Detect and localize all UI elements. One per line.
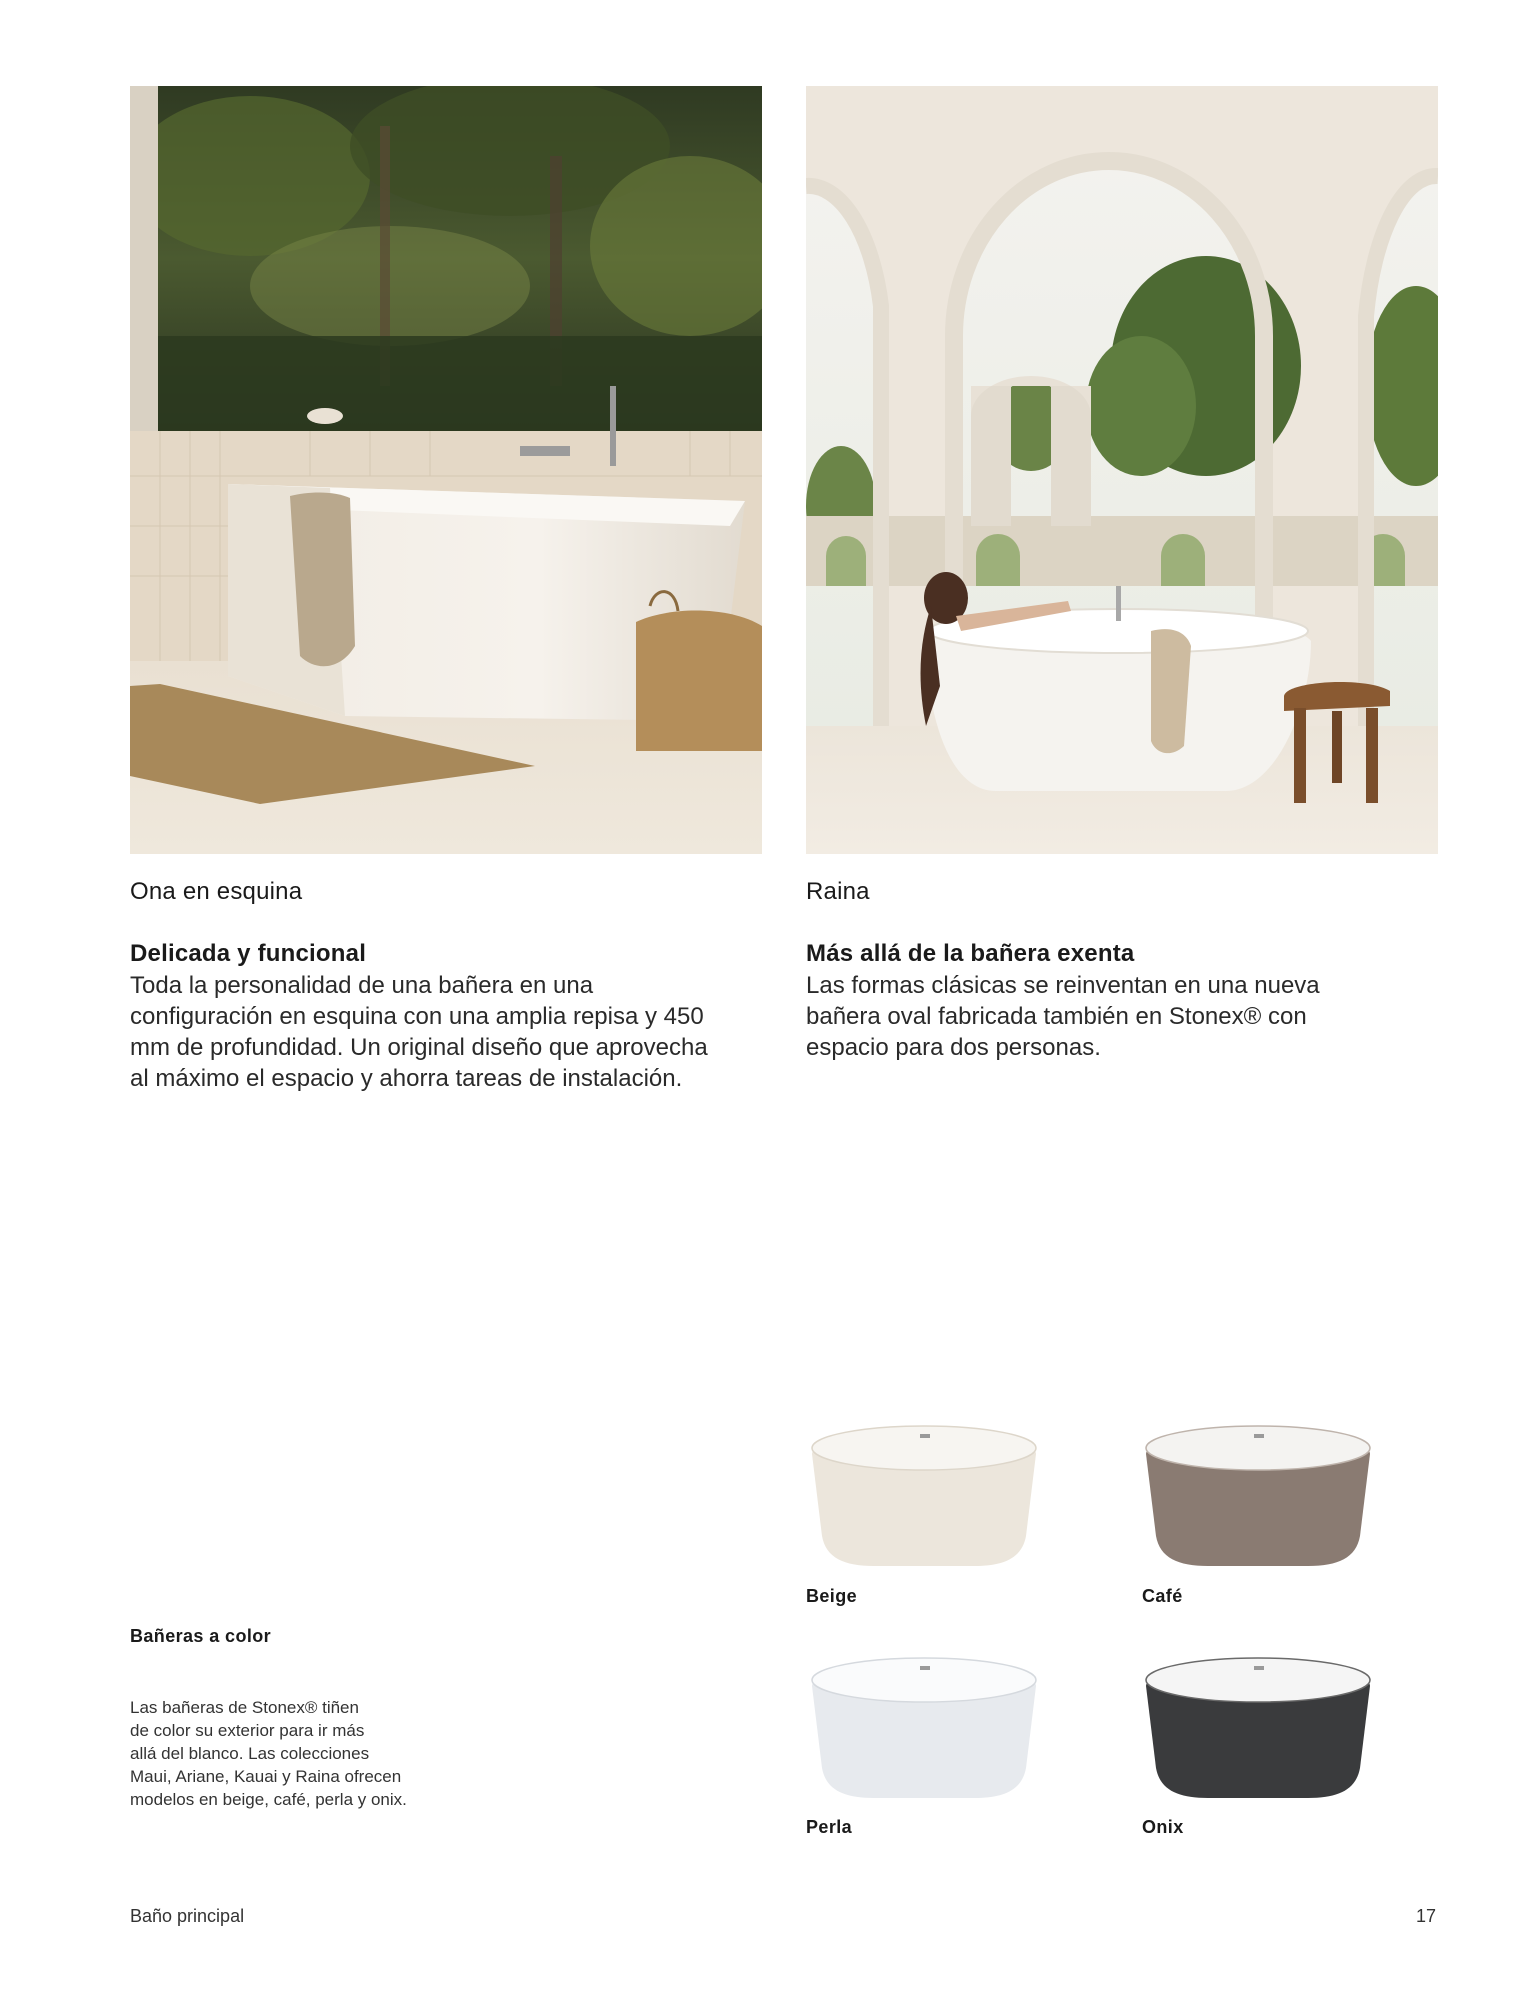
page-number: 17: [1415, 1906, 1436, 1926]
product-name: Ona en esquina: [130, 878, 303, 905]
cafe-bathtub-swatch: [1138, 1418, 1378, 1578]
ona-corner-bathtub-photo: [130, 86, 762, 854]
swatch-label-perla: Perla: [806, 1817, 853, 1837]
swatch-label-beige: Beige: [806, 1586, 858, 1606]
swatch-label-onix: Onix: [1142, 1817, 1184, 1837]
ona-product-block: [130, 876, 750, 1094]
perla-bathtub-swatch: [804, 1650, 1044, 1810]
beige-bathtub-swatch: [804, 1418, 1044, 1578]
product-subtitle: Más allá de la bañera exenta: [806, 940, 1135, 967]
onix-bathtub-swatch: [1138, 1650, 1378, 1810]
raina-freestanding-bathtub-photo: [806, 86, 1438, 854]
raina-product-block: [806, 876, 1426, 1063]
product-subtitle: Delicada y funcional: [130, 940, 367, 967]
color-section-heading: Bañeras a color: [130, 1626, 272, 1646]
product-name: Raina: [806, 878, 870, 905]
product-description: Toda la personalidad de una bañera en una configuración en esquina con una amplia repisa y 450 mm de profundidad. Un original diseño que aprovecha al máximo el espacio y ahorra tareas de instalación.: [130, 972, 708, 1092]
product-description: Las formas clásicas se reinventan en una nueva bañera oval fabricada también en Stonex® con espacio para dos personas.: [806, 972, 1320, 1061]
footer-section-name: Baño principal: [130, 1906, 245, 1926]
swatch-label-cafe: Café: [1142, 1586, 1183, 1606]
color-section-body: Las bañeras de Stonex® tiñen de color su exterior para ir más allá del blanco. Las colecciones Maui, Ariane, Kauai y Raina ofrecen modelos en beige, café, perla y onix.: [130, 1698, 407, 1809]
